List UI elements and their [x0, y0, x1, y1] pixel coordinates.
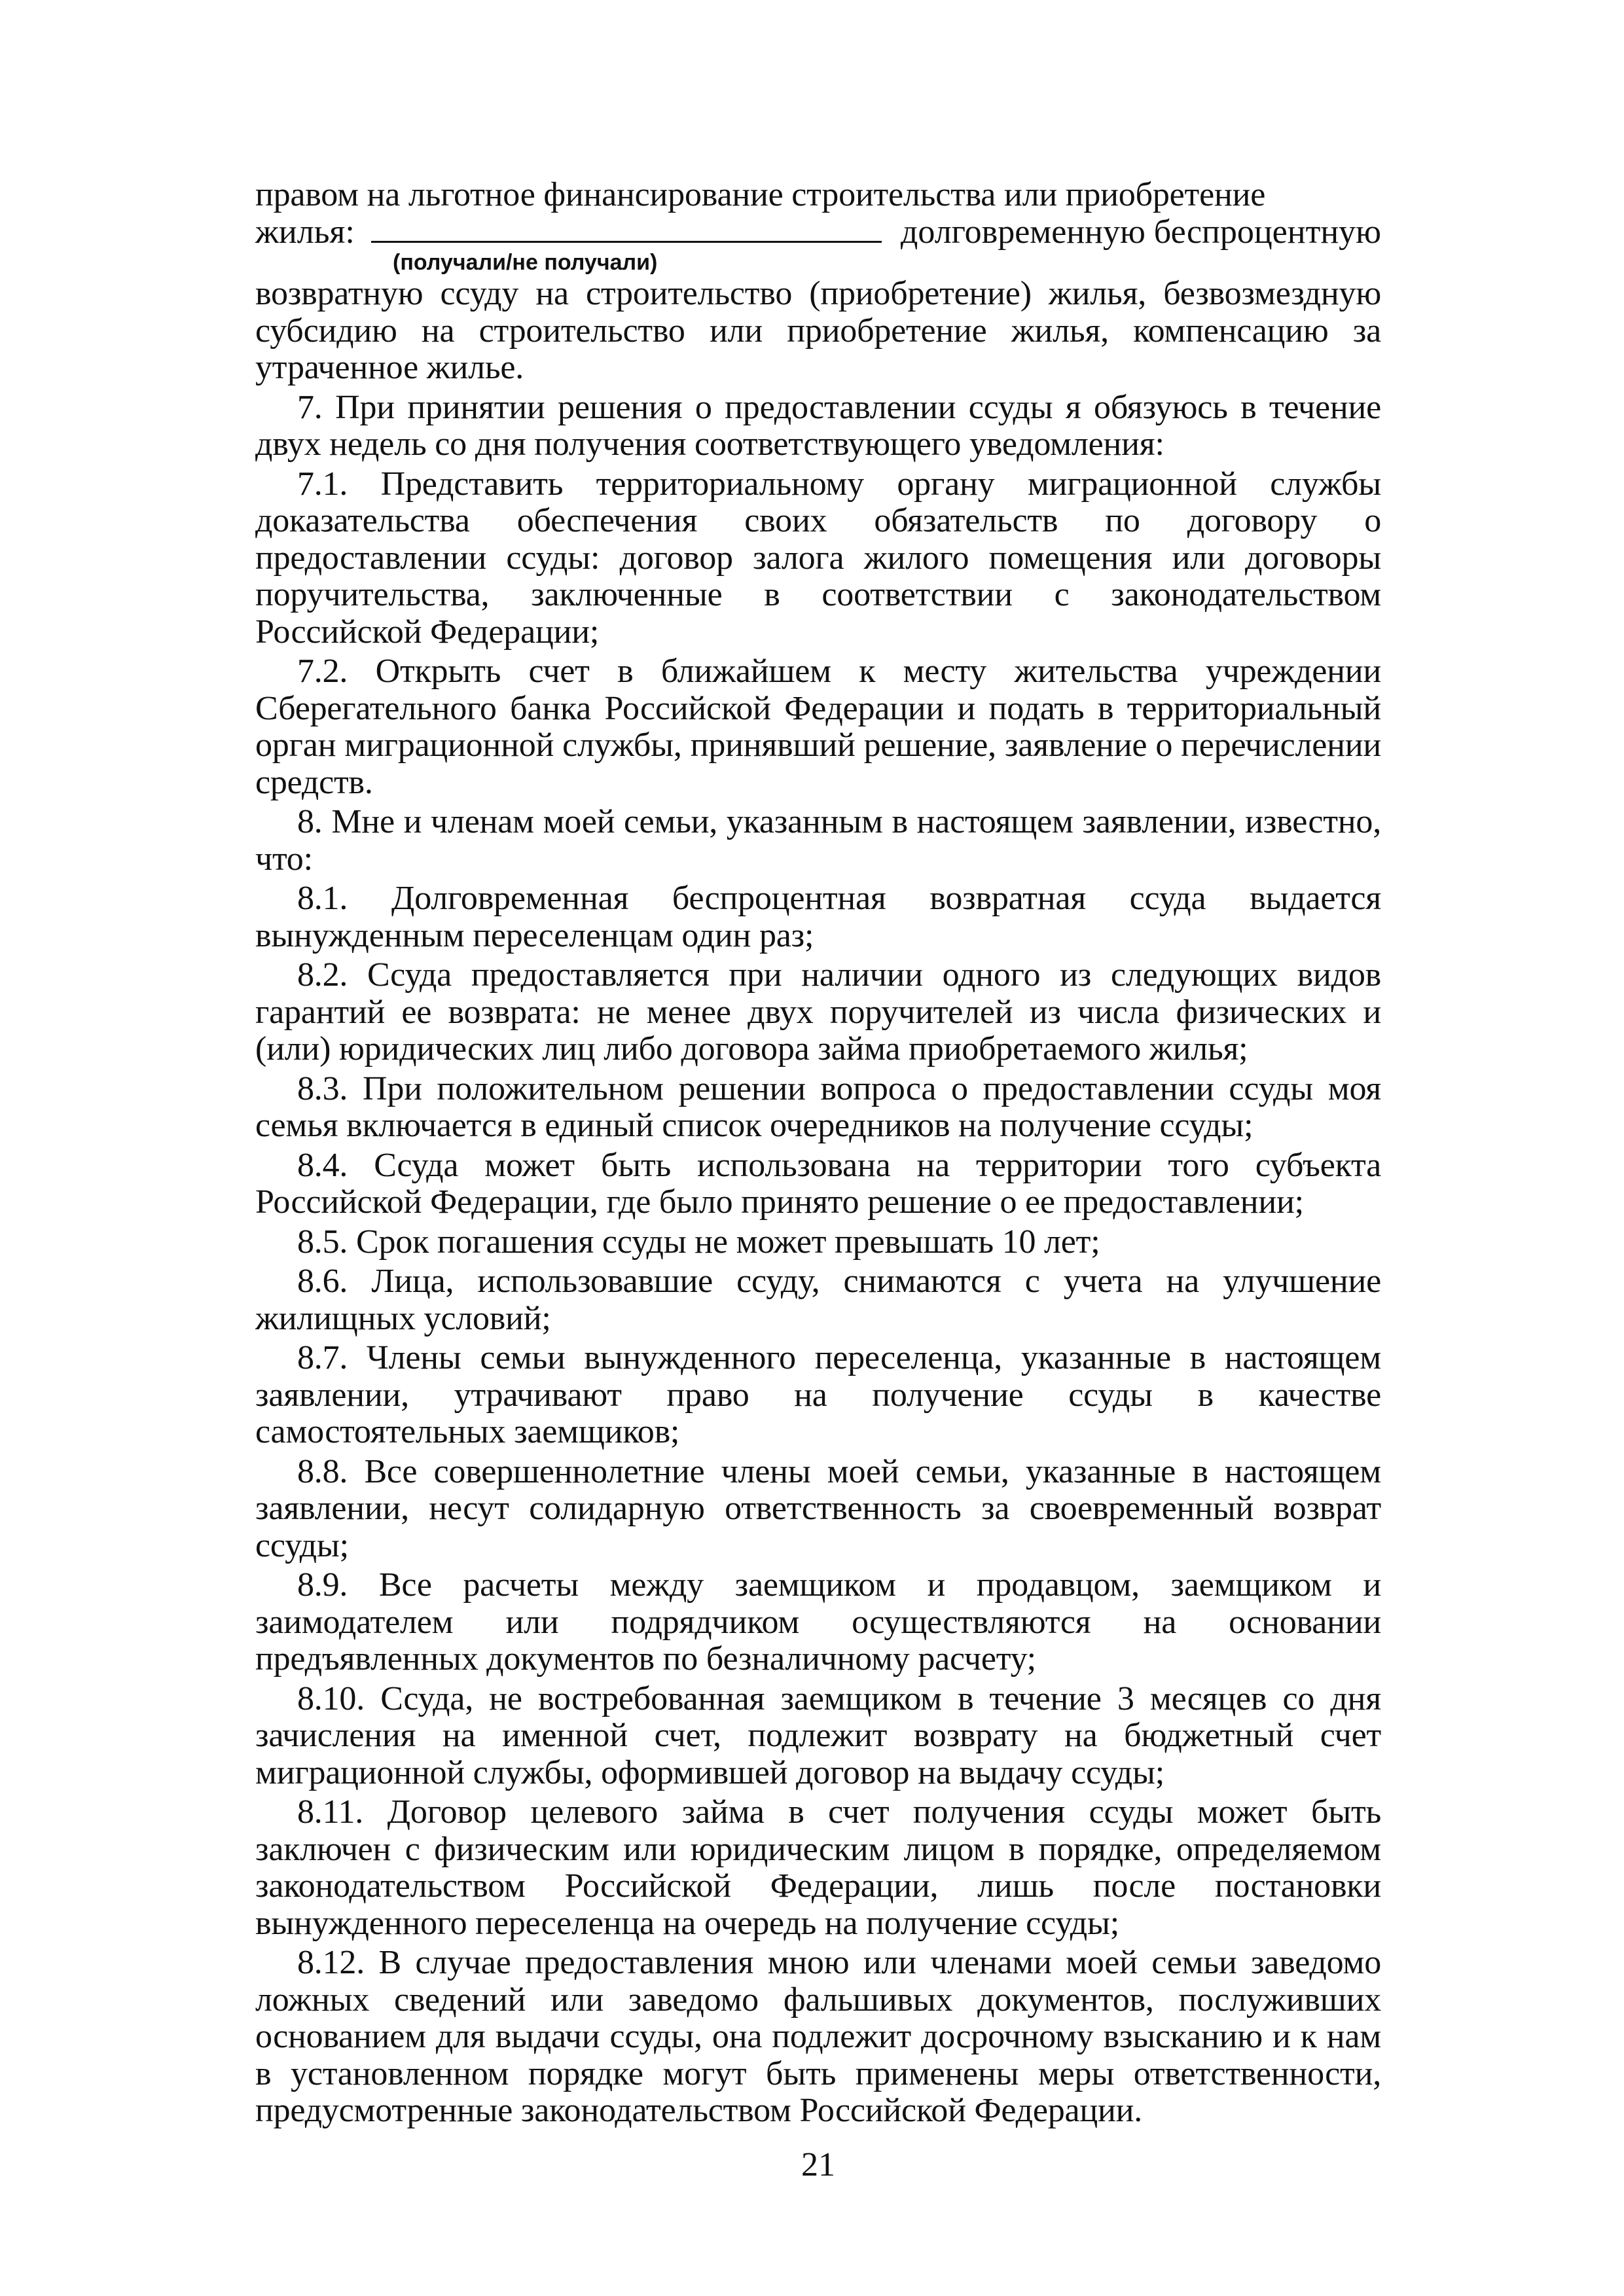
- fill-in-blank-line: [371, 240, 882, 243]
- paragraph-8-11: 8.11. Договор целевого займа в счет получения ссуды может быть заключен с физическим или юридическим лицом в порядке, определяемом законодательством Российской Федерации, лишь после постановки вынужденного переселенца на очередь на получение ссуды;: [255, 1793, 1381, 1942]
- paragraph-8-7: 8.7. Члены семьи вынужденного переселенца, указанные в настоящем заявлении, утрачивают право на получение ссуды в качестве самостоятельных заемщиков;: [255, 1339, 1381, 1450]
- page-content: [255, 176, 1381, 2183]
- paragraph-7: 7. При принятии решения о предоставлении ссуды я обязуюсь в течение двух недель со дня получения соответствующего уведомления:: [255, 388, 1381, 463]
- paragraph-8-10: 8.10. Ссуда, не востребованная заемщиком в течение 3 месяцев со дня зачисления на именной счет, подлежит возврату на бюджетный счет миграционной службы, оформившей договор на выдачу ссуды;: [255, 1679, 1381, 1791]
- paragraph-8: 8. Мне и членам моей семьи, указанным в настоящем заявлении, известно, что:: [255, 803, 1381, 878]
- paragraph-8-5: 8.5. Срок погашения ссуды не может превышать 10 лет;: [297, 1223, 1100, 1261]
- paragraph-8-12: 8.12. В случае предоставления мною или членами моей семьи заведомо ложных сведений или заведомо фальшивых документов, послуживших основанием для выдачи ссуды, она подлежит досрочному взысканию и к нам в установленном порядке могут быть применены меры ответственности, предусмотренные законодательством Российской Федерации.: [255, 1944, 1381, 2129]
- paragraph-8-4: 8.4. Ссуда может быть использована на территории того субъекта Российской Федерации, где было принято решение о ее предоставлении;: [255, 1146, 1381, 1221]
- intro-line-2: [255, 214, 1381, 251]
- paragraph-8-1: 8.1. Долговременная беспроцентная возвратная ссуда выдается вынужденным переселенцам один раз;: [255, 880, 1381, 954]
- paragraph-7-1: 7.1. Представить территориальному органу миграционной службы доказательства обеспечения своих обязательств по договору о предоставлении ссуды: договор залога жилого помещения или договоры поручительства, заключенные в соответствии с законодательством Российской Федерации;: [255, 465, 1381, 651]
- intro-line-2-prefix: жилья:: [255, 213, 355, 251]
- paragraph-8-3: 8.3. При положительном решении вопроса о предоставлении ссуды моя семья включается в единый список очередников на получение ссуды;: [255, 1069, 1381, 1144]
- paragraph-8-8: 8.8. Все совершеннолетние члены моей семьи, указанные в настоящем заявлении, несут солидарную ответственность за своевременный возврат ссуды;: [255, 1452, 1381, 1564]
- page-number: 21: [801, 2146, 835, 2183]
- paragraph-8-6: 8.6. Лица, использовавшие ссуду, снимаются с учета на улучшение жилищных условий;: [255, 1263, 1381, 1337]
- blank-caption: (получали/не получали): [393, 250, 658, 275]
- paragraph-8-2: 8.2. Ссуда предоставляется при наличии одного из следующих видов гарантий ее возврата: не менее двух поручителей из числа физических и (или) юридических лиц либо договора займа приобретаемого жилья;: [255, 956, 1381, 1067]
- intro-continuation: возвратную ссуду на строительство (приобретение) жилья, безвозмездную субсидию на строительство или приобретение жилья, компенсацию за утраченное жилье.: [255, 275, 1381, 386]
- intro-line-2-suffix: долговременную беспроцентную: [900, 213, 1381, 251]
- paragraph-8-9: 8.9. Все расчеты между заемщиком и продавцом, заемщиком и заимодателем или подрядчиком осуществляются на основании предъявленных документов по безналичному расчету;: [255, 1566, 1381, 1677]
- paragraph-7-2: 7.2. Открыть счет в ближайшем к месту жительства учреждении Сберегательного банка Российской Федерации и подать в территориальный орган миграционной службы, принявший решение, заявление о перечислении средств.: [255, 653, 1381, 801]
- intro-line-1: правом на льготное финансирование строительства или приобретение: [255, 176, 1266, 213]
